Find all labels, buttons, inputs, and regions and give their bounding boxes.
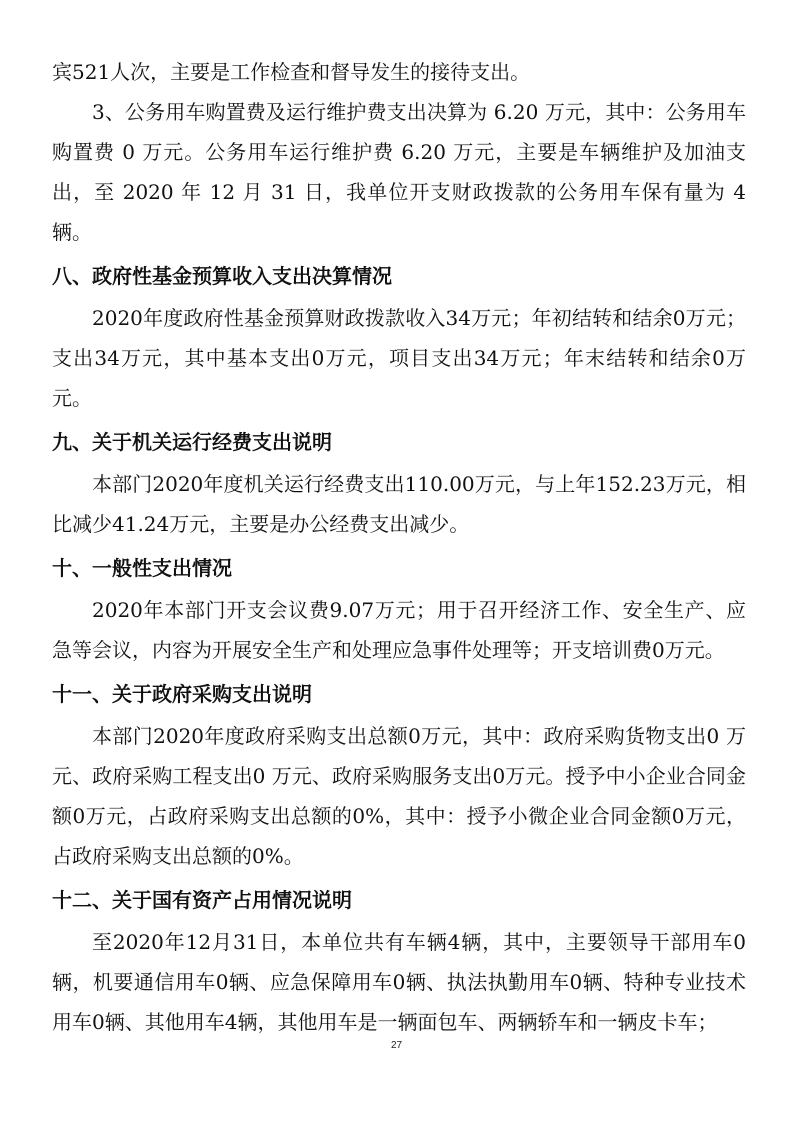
heading-section-10: 十、一般性支出情况	[52, 556, 232, 580]
heading-section-8: 八、政府性基金预算收入支出决算情况	[52, 264, 392, 288]
heading-section-9: 九、关于机关运行经费支出说明	[52, 430, 332, 454]
document-page	[52, 52, 753, 1042]
paragraph-operating-expense: 本部门2020年度机关运行经费支出110.00万元，与上年152.23万元，相比减少41.24万元，主要是办公经费支出减少。	[52, 472, 746, 536]
paragraph-general-expense: 2020年本部门开支会议费9.07万元；用于召开经济工作、安全生产、应急等会议，内容为开展安全生产和处理应急事件处理等；开支培训费0万元。	[52, 598, 746, 662]
heading-section-11: 十一、关于政府采购支出说明	[52, 682, 312, 706]
paragraph-state-assets: 至2020年12月31日，本单位共有车辆4辆，其中，主要领导干部用车0辆，机要通信用车0辆、应急保障用车0辆、执法执勤用车0辆、特种专业技术用车0辆、其他用车4辆，其他用车是一辆面包车、两辆轿车和一辆皮卡车；	[52, 930, 746, 1034]
paragraph-vehicle-expense: 3、公务用车购置费及运行维护费支出决算为 6.20 万元，其中：公务用车购置费 0 万元。公务用车运行维护费 6.20 万元，主要是车辆维护及加油支出，至 2020 年 12 月 31 日，我单位开支财政拨款的公务用车保有量为 4 辆。	[52, 100, 753, 244]
heading-section-12: 十二、关于国有资产占用情况说明	[52, 888, 352, 912]
paragraph-government-fund: 2020年度政府性基金预算财政拨款收入34万元；年初结转和结余0万元；支出34万元，其中基本支出0万元，项目支出34万元；年末结转和结余0万元。	[52, 306, 746, 410]
page-number: 27	[390, 1040, 403, 1051]
paragraph-reception: 宾521人次，主要是工作检查和督导发生的接待支出。	[52, 60, 531, 84]
paragraph-procurement: 本部门2020年度政府采购支出总额0万元，其中：政府采购货物支出0 万元、政府采购工程支出0 万元、政府采购服务支出0万元。授予中小企业合同金额0万元，占政府采购支出总额的0%，其中：授予小微企业合同金额0万元，占政府采购支出总额的0%。	[52, 724, 746, 868]
